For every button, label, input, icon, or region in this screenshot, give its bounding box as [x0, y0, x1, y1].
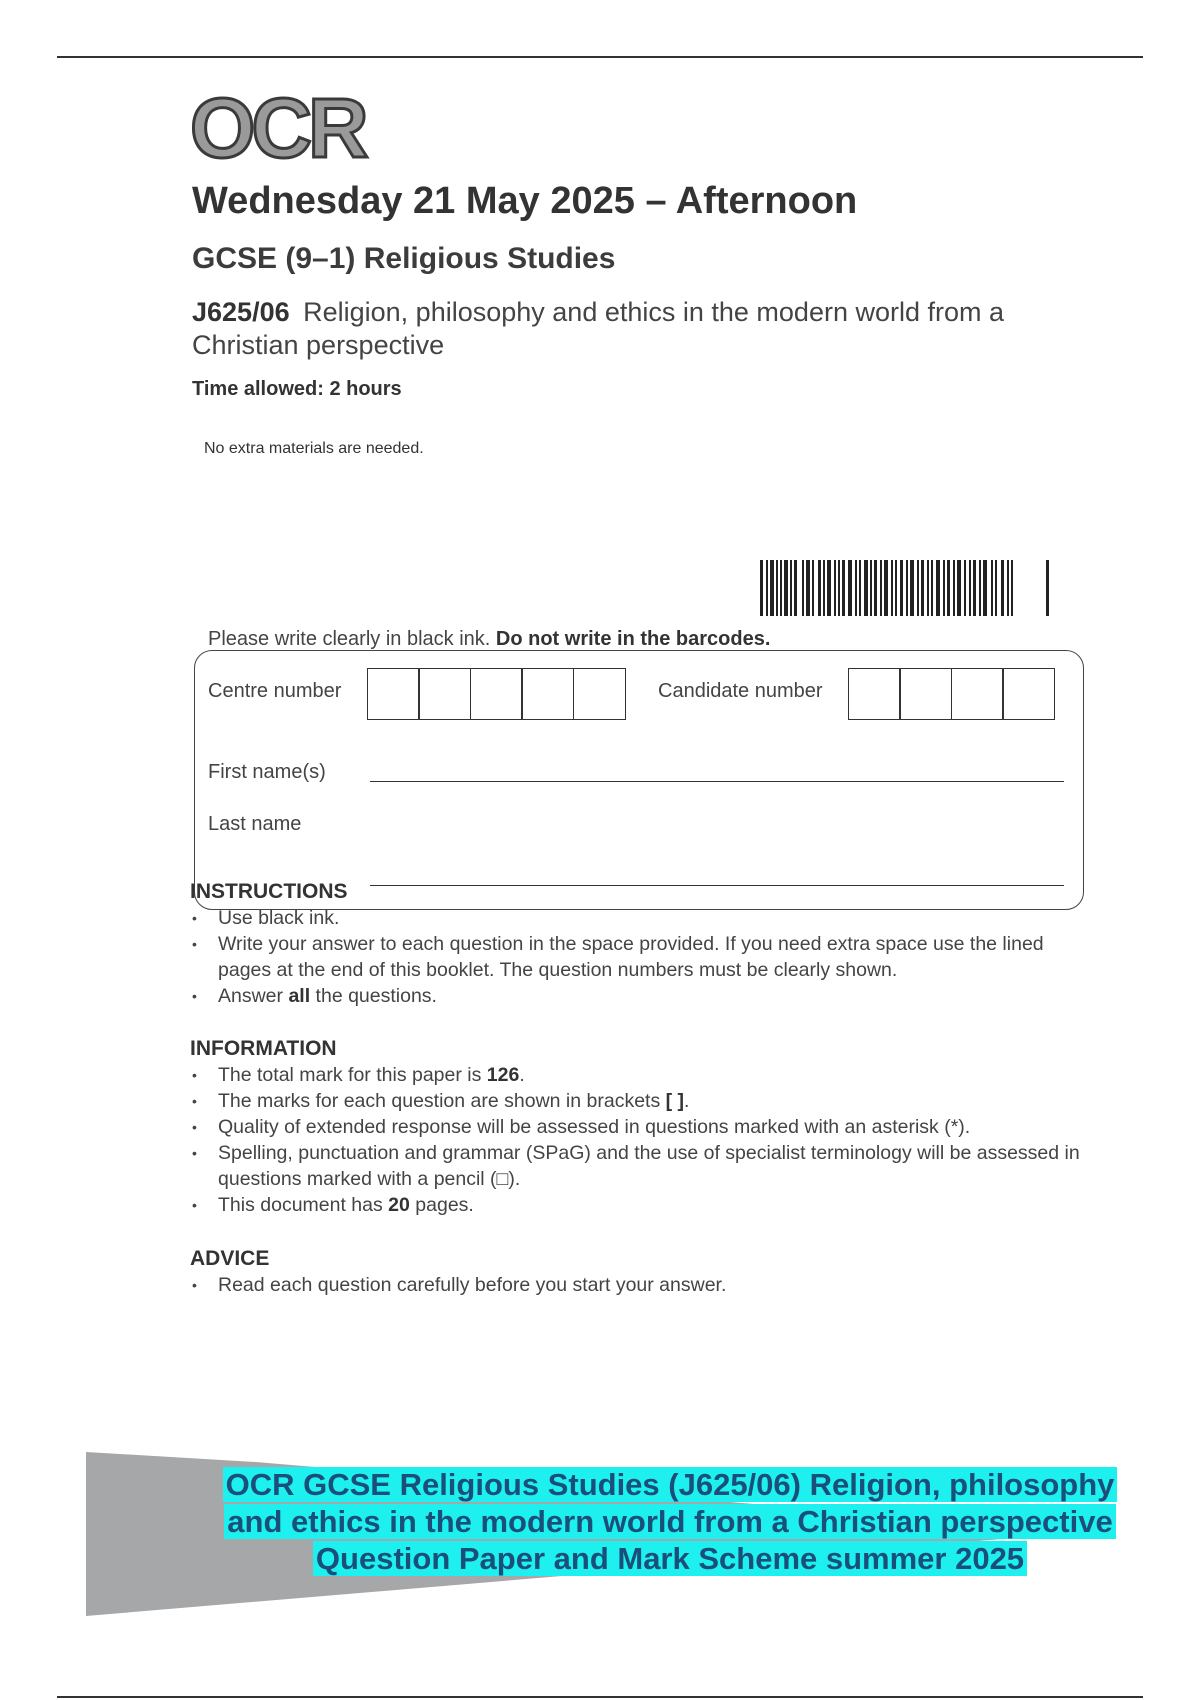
banner-prefix: OCR GCSE: [225, 1467, 391, 1502]
information-item: • This document has 20 pages.: [190, 1192, 1090, 1218]
centre-number-cell[interactable]: [521, 668, 574, 720]
instructions-section: [190, 880, 1090, 1009]
candidate-number-boxes[interactable]: [849, 668, 1055, 720]
candidate-number-cell[interactable]: [848, 668, 901, 720]
first-name-line[interactable]: [370, 781, 1064, 782]
candidate-number-cell[interactable]: [1002, 668, 1055, 720]
candidate-number-cell[interactable]: [899, 668, 952, 720]
centre-number-label: Centre number: [208, 680, 342, 702]
instruction-item: • Write your answer to each question in the space provided. If you need extra space use the lined pages at the end of this booklet. The question numbers must be clearly shown.: [190, 931, 1090, 983]
advice-item: • Read each question carefully before you start your answer.: [190, 1272, 1090, 1298]
information-item: • The marks for each question are shown in brackets [ ].: [190, 1088, 1090, 1114]
advice-section: [190, 1247, 1090, 1298]
total-marks: 126: [486, 1064, 520, 1086]
centre-number-cell[interactable]: [367, 668, 420, 720]
document-title-banner: [200, 1466, 1140, 1577]
information-heading: INFORMATION: [190, 1037, 337, 1060]
unit-code: J625/06: [192, 297, 290, 327]
information-item: • Quality of extended response will be assessed in questions marked with an asterisk (*).: [190, 1114, 1090, 1140]
course-title: GCSE (9–1) Religious Studies: [192, 242, 616, 275]
centre-number-boxes[interactable]: [368, 668, 626, 720]
instructions-heading: INSTRUCTIONS: [190, 880, 348, 903]
information-item: • Spelling, punctuation and grammar (SPaG) and the use of specialist terminology will be assessed in questions marked with a pencil (□).: [190, 1140, 1090, 1192]
instruction-item: • Answer all the questions.: [190, 983, 1090, 1009]
barcode-warning: Do not write in the barcodes.: [495, 628, 771, 650]
write-clearly-text: Please write clearly in black ink.: [208, 628, 491, 650]
last-name-label: Last name: [208, 813, 302, 835]
unit-title: Religion, philosophy and ethics in the modern world from a Christian perspective: [192, 297, 1005, 360]
banner-line1: Religious Studies (J625/06) Religion, philosophy: [399, 1467, 1115, 1502]
unit-heading: [192, 296, 1052, 362]
barcode: [760, 560, 1050, 616]
banner-line2: and ethics in the modern world from a Christian perspective: [224, 1504, 1115, 1539]
exam-date: Wednesday 21 May 2025 – Afternoon: [192, 180, 858, 222]
write-clearly-note: [208, 628, 770, 651]
information-item: • The total mark for this paper is 126.: [190, 1062, 1090, 1088]
ocr-logo: OCR: [190, 81, 365, 175]
information-section: [190, 1037, 1090, 1218]
centre-number-cell[interactable]: [418, 668, 471, 720]
first-name-label: First name(s): [208, 761, 326, 783]
banner-line3: Question Paper and Mark Scheme summer 2025: [313, 1541, 1027, 1576]
time-allowed: Time allowed: 2 hours: [192, 378, 402, 400]
candidate-number-cell[interactable]: [951, 668, 1004, 720]
advice-heading: ADVICE: [190, 1247, 270, 1270]
centre-number-cell[interactable]: [470, 668, 523, 720]
brackets-symbol: [ ]: [665, 1090, 685, 1112]
page-count: 20: [388, 1194, 410, 1216]
bottom-rule: [57, 1696, 1143, 1698]
candidate-number-label: Candidate number: [658, 680, 823, 702]
top-rule: [57, 56, 1143, 58]
instruction-item: • Use black ink.: [190, 905, 1090, 931]
materials-note: No extra materials are needed.: [204, 440, 424, 457]
centre-number-cell[interactable]: [573, 668, 626, 720]
